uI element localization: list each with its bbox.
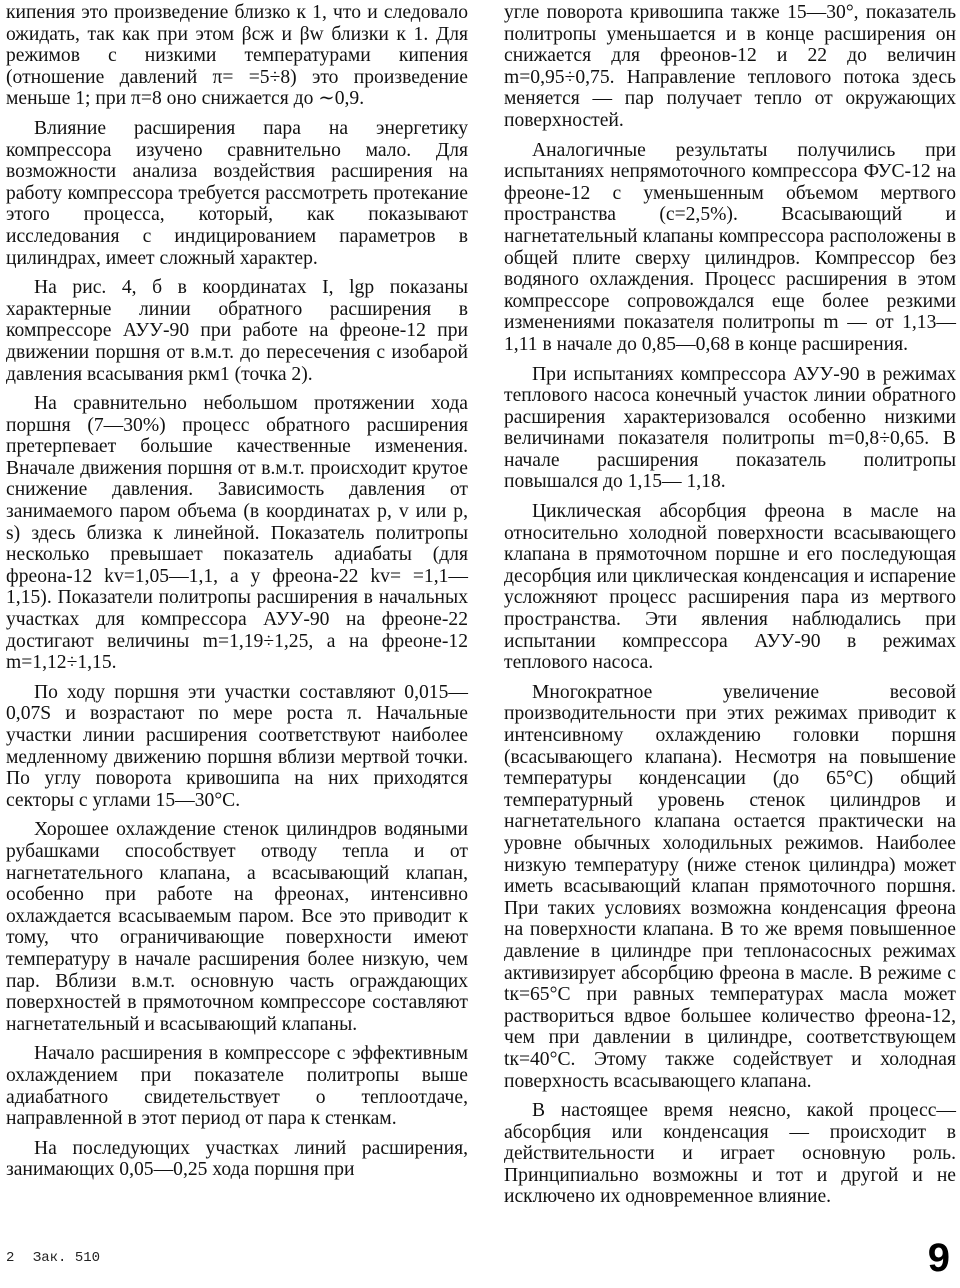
paragraph: При испытаниях компрессора АУУ-90 в режимах теплового насоса конечный участок линии обратного расширения характеризовался особенно низкими величинами показателя политропы m=0,8÷0,65. В начале расширения показатель политропы повышался до 1,15— 1,18. bbox=[504, 363, 956, 493]
paragraph: Начало расширения в компрессоре с эффективным охлаждением при показателе политропы выше адиабатного свидетельствует о теплоотдаче, направленной в этот период от пара к стенкам. bbox=[6, 1043, 468, 1130]
signature-number: 2 bbox=[6, 1250, 15, 1266]
paragraph: угле поворота кривошипа также 15—30°, показатель политропы уменьшается и в конце расширения он снижается для фреонов-12 и 22 до величин m=0,95÷0,75. Направление теплового потока здесь меняется — пар получает тепло от окружающих поверхностей. bbox=[504, 2, 956, 131]
paragraph: кипения это произведение близко к 1, что и следовало ожидать, так как при этом βсж и βw близки к 1. Для режимов с низкими температурами кипения (отношение давлений π= =5÷8) это произведение меньше 1; при π=8 оно снижается до ∼0,9. bbox=[6, 2, 468, 110]
left-text-column bbox=[6, 2, 468, 1189]
paragraph: Хорошее охлаждение стенок цилиндров водяными рубашками способствует отводу тепла и от нагнетательного клапана, а всасывающий клапан, особенно при работе на фреонах, интенсивно охлаждается всасываемым паром. Все это приводит к тому, что ограничивающие поверхности имеют температуру в начале расширения более низкую, чем пар. Вблизи в.м.т. основную часть ограждающих поверхностей в прямоточном компрессоре составляют нагнетательный и всасывающий клапаны. bbox=[6, 819, 468, 1035]
paragraph: На рис. 4, б в координатах I, lgp показаны характерные линии обратного расширения в компрессоре АУУ-90 при работе на фреоне-12 при движении поршня от в.м.т. до пересечения с изобарой давления всасывания pкм1 (точка 2). bbox=[6, 277, 468, 385]
paragraph: Многократное увеличение весовой производительности при этих режимах приводит к интенсивному охлаждению головки поршня (всасывающего клапана). Несмотря на повышение температуры конденсации (до 65°C) общий температурный уровень стенок цилиндров и нагнетательного клапана остается практически на уровне обычных холодильных режимов. Наиболее низкую температуру (ниже стенок цилиндра) может иметь всасывающий клапан прямоточного поршня. При таких условиях возможна конденсация фреона на поверхности клапана. В то же время повышенное давление в цилиндре при теплонасосных режимах активизирует абсорбцию фреона в масле. В режиме с tк=65°C при равных температурах масла может раствориться вдвое большее количество фреона-12, чем при давлении в цилиндре, соответствующем tк=40°C. Этому также содействует и холодная поверхность всасывающего клапана. bbox=[504, 681, 956, 1092]
print-signature bbox=[6, 1250, 110, 1266]
paragraph: Влияние расширения пара на энергетику компрессора изучено сравнительно мало. Для возможности анализа воздействия расширения на работу компрессора требуется рассмотреть протекание этого процесса, который, как показывают исследования с индицированием параметров в цилиндрах, имеет сложный характер. bbox=[6, 117, 468, 269]
paragraph: В настоящее время неясно, какой процесс— абсорбция или конденсация — происходит в действительности и играет основную роль. Принципиально возможны и тот и другой и не исключено их одновременное влияние. bbox=[504, 1100, 956, 1208]
paragraph: На последующих участках линий расширения, занимающих 0,05—0,25 хода поршня при bbox=[6, 1137, 468, 1181]
page-number: 9 bbox=[927, 1236, 950, 1280]
order-label: Зак. 510 bbox=[32, 1250, 101, 1266]
right-text-column bbox=[504, 2, 956, 1216]
paragraph: Аналогичные результаты получились при испытаниях непрямоточного компрессора ФУС-12 на фреоне-12 с уменьшенным объемом мертвого пространства (c=2,5%). Всасывающий и нагнетательный клапаны компрессора расположены в общей плите сверху цилиндров. Компрессор без водяного охлаждения. Процесс расширения в этом компрессоре сопровождался еще более резкими изменениями показателя политропы m — от 1,13—1,11 в начале до 0,85—0,68 в конце расширения. bbox=[504, 139, 956, 355]
paragraph: На сравнительно небольшом протяжении хода поршня (7—30%) процесс обратного расширения претерпевает большие качественные изменения. Вначале движения поршня от в.м.т. происходит крутое снижение давления. Зависимость давления от занимаемого паром объема (в координатах p, v или p, s) здесь близка к линейной. Показатель политропы несколько превышает показатель адиабаты (для фреона-12 kv=1,05—1,1, а у фреона-22 kv= =1,1—1,15). Показатели политропы расширения в начальных участках для компрессора АУУ-90 на фреоне-22 достигают величины m=1,19÷1,25, а на фреоне-12 m=1,12÷1,15. bbox=[6, 393, 468, 674]
paragraph: По ходу поршня эти участки составляют 0,015—0,07S и возрастают по мере роста π. Начальные участки линии расширения соответствуют наиболее медленному движению поршня вблизи мертвой точки. По углу поворота кривошипа на них приходятся секторы с углами 15—30°C. bbox=[6, 681, 468, 811]
paragraph: Циклическая абсорбция фреона в масле на относительно холодной поверхности всасывающего клапана в прямоточном поршне и его последующая десорбция или циклическая конденсация и испарение усложняют процесс расширения пара из мертвого пространства. Эти явления наблюдались при испытании компрессора АУУ-90 в режимах теплового насоса. bbox=[504, 501, 956, 674]
